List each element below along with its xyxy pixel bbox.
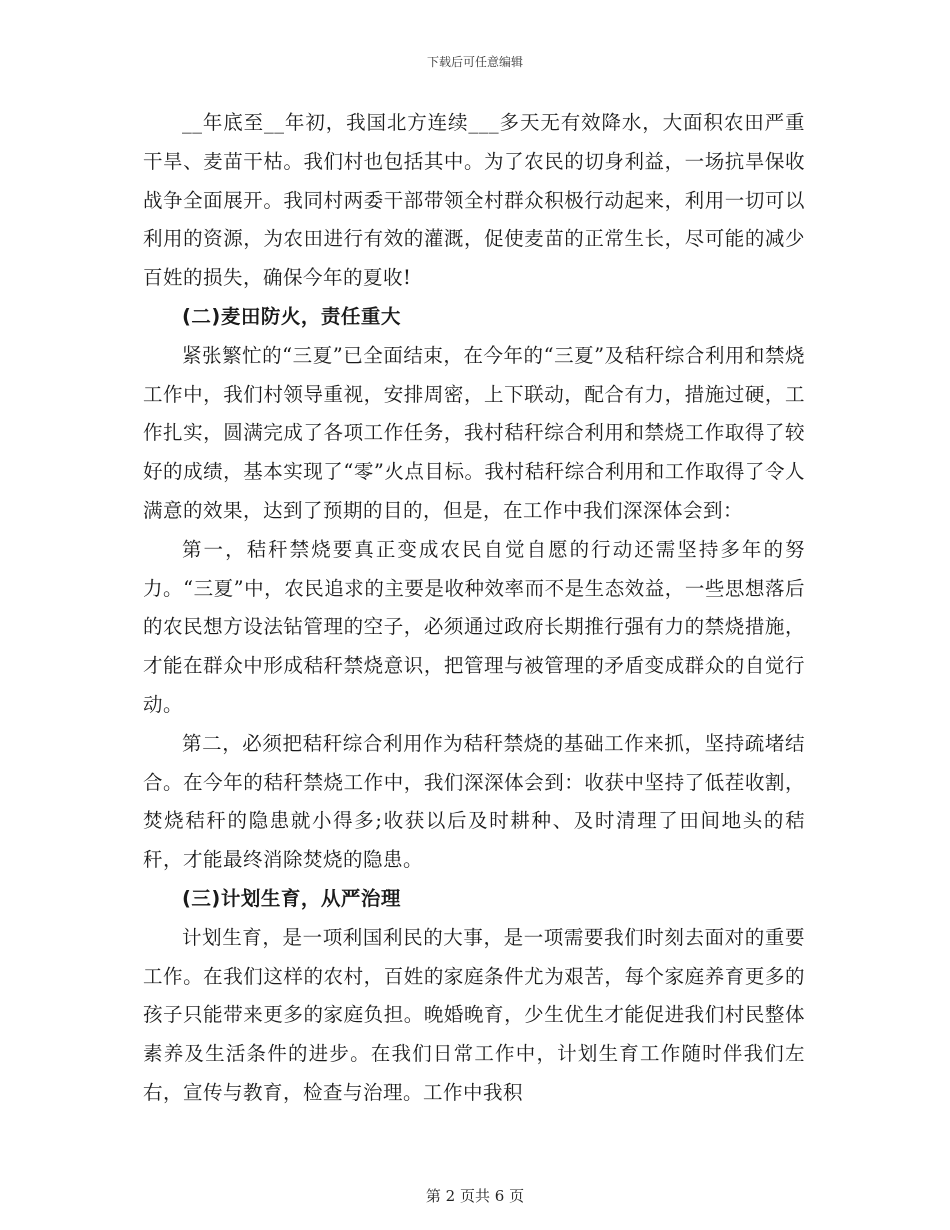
document-body — [143, 104, 805, 1113]
paragraph-straw-burning: 紧张繁忙的“三夏”已全面结束，在今年的“三夏”及秸秆综合利用和禁烧工作中，我们村领导重视，安排周密，上下联动，配合有力，措施过硬，工作扎实，圆满完成了各项工作任务，我村秸秆综合利用和禁烧工作取得了较好的成绩，基本实现了“零”火点目标。我村秸秆综合利用和工作取得了令人满意的效果，达到了预期的目的，但是，在工作中我们深深体会到： — [143, 343, 805, 522]
paragraph-first-point: 第一，秸秆禁烧要真正变成农民自觉自愿的行动还需坚持多年的努力。“三夏”中，农民追求的主要是收种效率而不是生态效益，一些思想落后的农民想方设法钻管理的空子，必须通过政府长期推行强有力的禁烧措施，才能在群众中形成秸秆禁烧意识，把管理与被管理的矛盾变成群众的自觉行动。 — [143, 537, 805, 716]
page-header: 下载后可任意编辑 — [426, 55, 523, 69]
paragraph-second-point: 第二，必须把秸秆综合利用作为秸秆禁烧的基础工作来抓，坚持疏堵结合。在今年的秸秆禁烧工作中，我们深深体会到：收获中坚持了低茬收割，焚烧秸秆的隐患就小得多;收获以后及时耕种、及时清理了田间地头的秸秆，才能最终消除焚烧的隐患。 — [143, 731, 805, 872]
section-heading-family-planning: (三)计划生育，从严治理 — [182, 886, 401, 910]
paragraph-drought: __年底至__年初，我国北方连续___多天无有效降水，大面积农田严重干旱、麦苗干枯。我们村也包括其中。为了农民的切身利益，一场抗旱保收战争全面展开。我同村两委干部带领全村群众积极行动起来，利用一切可以利用的资源，为农田进行有效的灌溉，促使麦苗的正常生长，尽可能的减少百姓的损失，确保今年的夏收! — [143, 111, 805, 290]
paragraph-family-planning: 计划生育，是一项利国利民的大事，是一项需要我们时刻去面对的重要工作。在我们这样的农村，百姓的家庭条件尤为艰苦，每个家庭养育更多的孩子只能带来更多的家庭负担。晚婚晚育，少生优生才能促进我们村民整体素养及生活条件的进步。在我们日常工作中，计划生育工作随时伴我们左右，宣传与教育，检查与治理。工作中我积 — [143, 925, 805, 1104]
page-footer: 第 2 页共 6 页 — [425, 1187, 525, 1205]
section-heading-fire-prevention: (二)麦田防火，责任重大 — [182, 304, 401, 328]
